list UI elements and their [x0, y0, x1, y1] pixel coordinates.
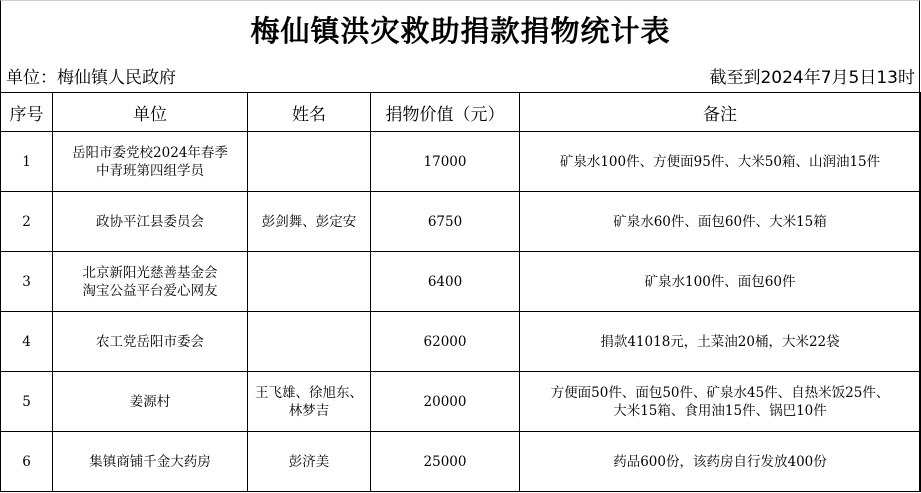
table-row	[1, 132, 921, 192]
cell-no: 5	[1, 372, 53, 432]
cell-unit: 政协平江县委员会	[53, 192, 248, 252]
page-title: 梅仙镇洪灾救助捐款捐物统计表	[250, 13, 671, 48]
header-unit: 单位	[53, 93, 248, 132]
cell-unit: 岳阳市委党校2024年春季 中青班第四组学员	[53, 132, 248, 192]
table-row	[1, 252, 921, 312]
unit-label: 单位：梅仙镇人民政府	[6, 67, 176, 88]
cell-value: 17000	[371, 132, 520, 192]
header-note: 备注	[520, 93, 921, 132]
cell-no: 3	[1, 252, 53, 312]
table-row	[1, 192, 921, 252]
cell-unit: 集镇商铺千金大药房	[53, 432, 248, 492]
cell-name: 王飞雄、徐旭东、 林梦吉	[248, 372, 371, 432]
cell-note: 矿泉水100件、面包60件	[520, 252, 921, 312]
cell-no: 4	[1, 312, 53, 372]
header-row	[1, 93, 921, 132]
cell-unit: 姜源村	[53, 372, 248, 432]
cell-unit: 北京新阳光慈善基金会 淘宝公益平台爱心网友	[53, 252, 248, 312]
cell-value: 6750	[371, 192, 520, 252]
cell-note: 矿泉水60件、面包60件、大米15箱	[520, 192, 921, 252]
cell-no: 2	[1, 192, 53, 252]
table-row	[1, 372, 921, 432]
table-row	[1, 432, 921, 492]
table-row	[1, 312, 921, 372]
cell-value: 25000	[371, 432, 520, 492]
cell-no: 6	[1, 432, 53, 492]
cell-name	[248, 312, 371, 372]
cell-name: 彭济美	[248, 432, 371, 492]
cell-no: 1	[1, 132, 53, 192]
cell-unit: 农工党岳阳市委会	[53, 312, 248, 372]
cell-note: 矿泉水100件、方便面95件、大米50箱、山润油15件	[520, 132, 921, 192]
meta-row	[0, 58, 921, 92]
cell-name	[248, 252, 371, 312]
cell-name: 彭剑舞、彭定安	[248, 192, 371, 252]
header-value: 捐物价值（元）	[371, 93, 520, 132]
cell-name	[248, 132, 371, 192]
cell-note: 药品600份，该药房自行发放400份	[520, 432, 921, 492]
cell-value: 20000	[371, 372, 520, 432]
cell-note: 捐款41018元，土菜油20桶，大米22袋	[520, 312, 921, 372]
header-no: 序号	[1, 93, 53, 132]
header-name: 姓名	[248, 93, 371, 132]
as-of-date: 截至到2024年7月5日13时	[709, 67, 915, 88]
cell-note: 方便面50件、面包50件、矿泉水45件、自热米饭25件、 大米15箱、食用油15件、锅巴10件	[520, 372, 921, 432]
cell-value: 62000	[371, 312, 520, 372]
cell-value: 6400	[371, 252, 520, 312]
donation-table	[0, 92, 921, 492]
